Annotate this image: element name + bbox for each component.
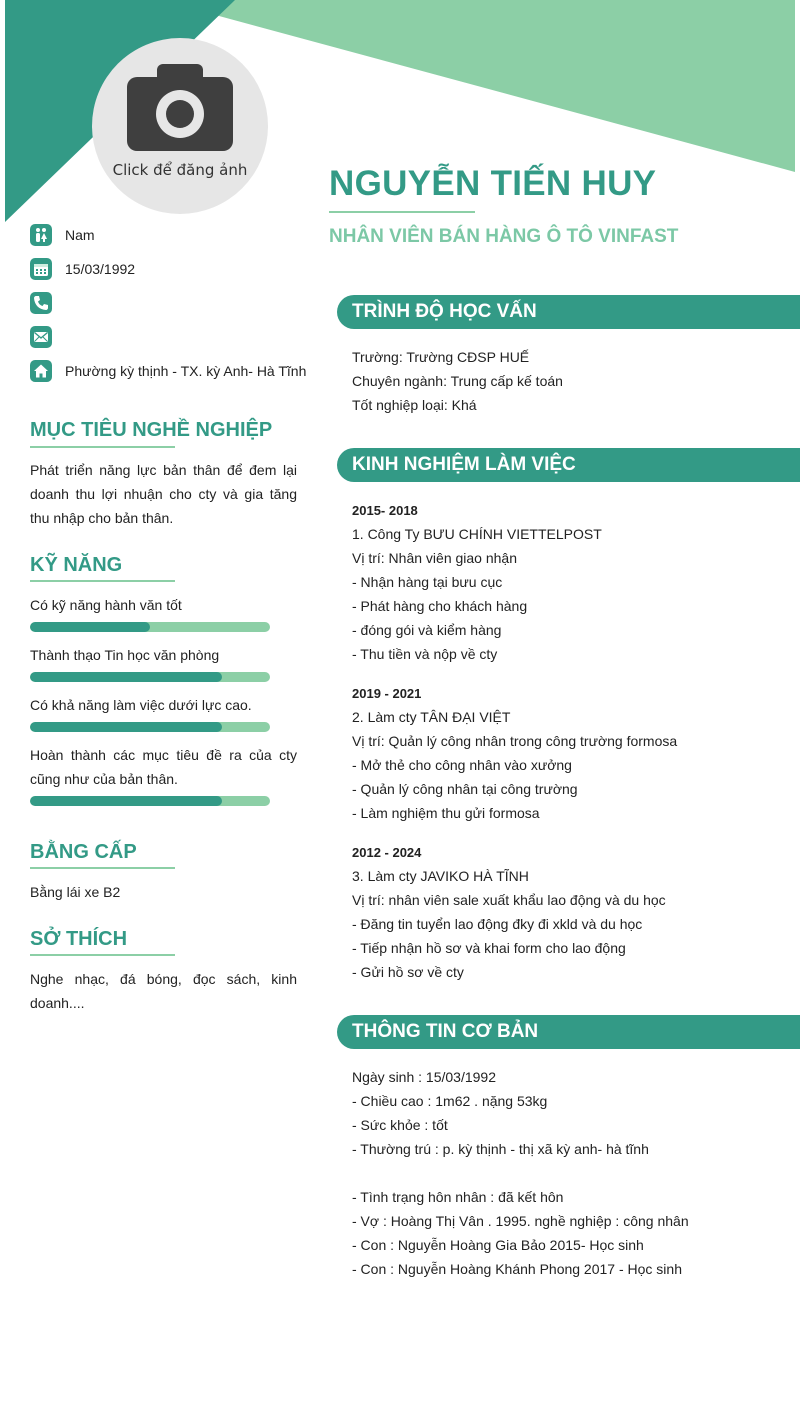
job-line: - Làm nghiệm thu gửi formosa [352, 805, 540, 821]
job-line: - Quản lý công nhân tại công trường [352, 781, 578, 797]
job-line: Vị trí: Nhân viên giao nhận [352, 550, 517, 566]
gender-text: Nam [65, 227, 95, 243]
certificates-heading: BẰNG CẤP [30, 841, 137, 863]
phone-icon [30, 292, 52, 314]
job-line: - Tiếp nhận hồ sơ và khai form cho lao động [352, 940, 626, 956]
objective-text: Phát triển năng lực bản thân để đem lại doanh thu lợi nhuận cho cty và gia tăng thu nhập cho bản thân. [30, 462, 297, 526]
job-period: 2012 - 2024 [352, 845, 422, 860]
skill-bar [30, 622, 270, 632]
skill-bar [30, 722, 270, 732]
email-icon [30, 326, 52, 348]
skill-label: Có khả năng làm việc dưới lực cao. [30, 697, 252, 713]
basic-info-heading: THÔNG TIN CƠ BẢN [352, 1021, 539, 1042]
skill-label: Có kỹ năng hành văn tốt [30, 597, 182, 613]
job-line: - Gửi hồ sơ về cty [352, 964, 464, 980]
home-icon [30, 360, 52, 382]
hobbies-heading: SỞ THÍCH [30, 928, 128, 950]
job-line: - Nhận hàng tại bưu cục [352, 574, 503, 590]
education-line: Trường: Trường CĐSP HUẾ [352, 349, 530, 365]
job-line: 2. Làm cty TÂN ĐẠI VIỆT [352, 709, 511, 725]
job-title: NHÂN VIÊN BÁN HÀNG Ô TÔ VINFAST [329, 226, 679, 247]
contact-address [30, 360, 306, 382]
job-line: - Thu tiền và nộp về cty [352, 646, 498, 662]
skill-label: Hoàn thành các mục tiêu đề ra của cty cũng như của bản thân. [30, 747, 297, 787]
objective-heading: MỤC TIÊU NGHỀ NGHIỆP [30, 419, 273, 441]
skill-bar-fill [30, 722, 222, 732]
avatar-upload[interactable] [92, 38, 268, 214]
education-section-header [337, 295, 800, 329]
candidate-name: NGUYỄN TIẾN HUY [329, 164, 657, 203]
contact-gender [30, 224, 95, 246]
basic-info-line: - Sức khỏe : tốt [352, 1117, 448, 1133]
basic-info-line: Ngày sinh : 15/03/1992 [352, 1069, 496, 1085]
birthday-text: 15/03/1992 [65, 261, 136, 277]
skill-bar [30, 796, 270, 806]
job-line: 3. Làm cty JAVIKO HÀ TĨNH [352, 868, 529, 884]
basic-info-line: - Vợ : Hoàng Thị Vân . 1995. nghề nghiệp : công nhân [352, 1213, 689, 1229]
basic-info-section-header [337, 1015, 800, 1049]
basic-info-line: - Con : Nguyễn Hoàng Khánh Phong 2017 - Học sinh [352, 1261, 682, 1277]
contact-phone[interactable] [30, 292, 65, 314]
certificates-text: Bằng lái xe B2 [30, 884, 121, 900]
contact-birthday [30, 258, 135, 280]
experience-section-header [337, 448, 800, 482]
basic-info-line: - Tình trạng hôn nhân : đã kết hôn [352, 1189, 564, 1205]
contact-email[interactable] [30, 326, 65, 348]
photo-caption: Click để đăng ảnh [112, 161, 248, 179]
job-line: 1. Công Ty BƯU CHÍNH VIETTELPOST [352, 526, 602, 542]
skill-bar-fill [30, 622, 150, 632]
skills-heading: KỸ NĂNG [30, 554, 123, 576]
hobbies-text: Nghe nhạc, đá bóng, đọc sách, kinh doanh.... [30, 971, 297, 1011]
skill-bar-fill [30, 796, 222, 806]
job-line: - Đăng tin tuyển lao động đky đi xkld và du học [352, 916, 643, 932]
name-underline [329, 211, 475, 213]
job-line: - Mở thẻ cho công nhân vào xưởng [352, 757, 572, 773]
hobbies-underline [30, 954, 175, 956]
job-line: - Phát hàng cho khách hàng [352, 598, 528, 614]
basic-info-line: - Thường trú : p. kỳ thịnh - thị xã kỳ anh- hà tĩnh [352, 1141, 649, 1157]
job-period: 2015- 2018 [352, 503, 418, 518]
skills-underline [30, 580, 175, 582]
skill-bar-fill [30, 672, 222, 682]
education-line: Chuyên ngành: Trung cấp kế toán [352, 373, 563, 389]
job-line: Vị trí: Quản lý công nhân trong công trường formosa [352, 733, 678, 749]
gender-icon [30, 224, 52, 246]
address-text: Phường kỳ thịnh - TX. kỳ Anh- Hà Tĩnh [65, 363, 307, 379]
education-line: Tốt nghiệp loại: Khá [352, 397, 477, 413]
skill-label: Thành thạo Tin học văn phòng [30, 647, 220, 663]
basic-info-line: - Chiều cao : 1m62 . nặng 53kg [352, 1093, 548, 1109]
skill-bar [30, 672, 270, 682]
calendar-icon [30, 258, 52, 280]
job-period: 2019 - 2021 [352, 686, 422, 701]
education-heading: TRÌNH ĐỘ HỌC VẤN [352, 301, 537, 322]
certificates-underline [30, 867, 175, 869]
objective-underline [30, 446, 175, 448]
job-line: - đóng gói và kiểm hàng [352, 622, 502, 638]
experience-heading: KINH NGHIỆM LÀM VIỆC [352, 454, 576, 475]
job-line: Vị trí: nhân viên sale xuất khẩu lao động và du học [352, 892, 666, 908]
camera-icon [127, 62, 233, 154]
basic-info-line: - Con : Nguyễn Hoàng Gia Bảo 2015- Học sinh [352, 1237, 644, 1253]
